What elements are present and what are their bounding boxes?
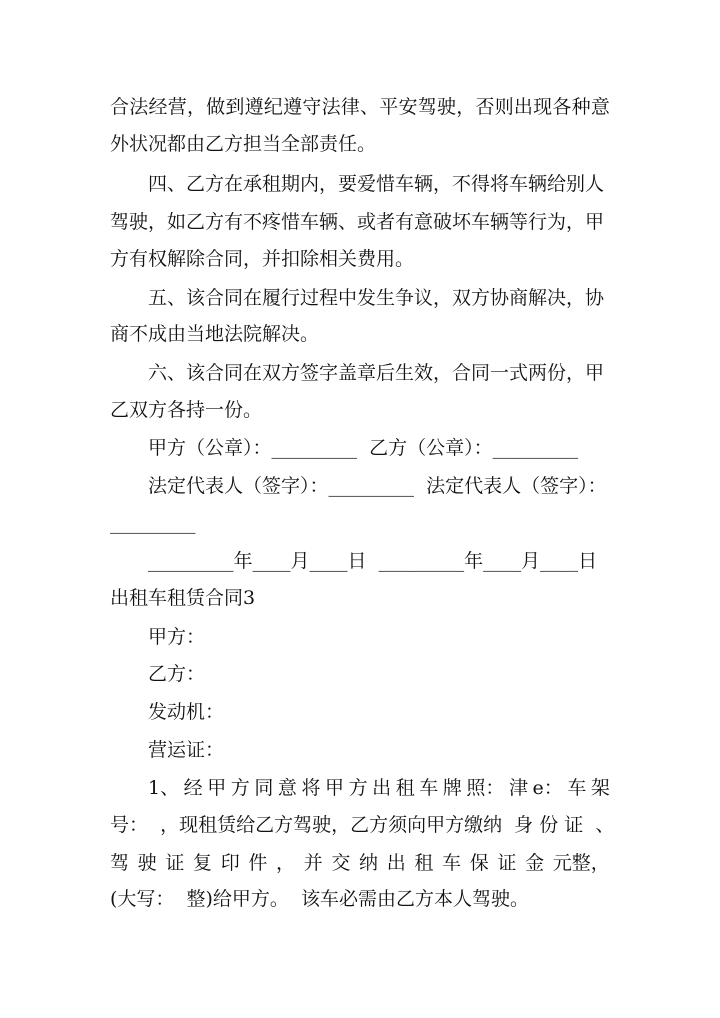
- text-char: 意: [277, 777, 297, 799]
- clause-1-line-2: 号： ，现租赁给乙方驾驶，乙方须向甲方缴纳 身 份 证 、: [110, 814, 615, 836]
- text-char: 经: [148, 96, 168, 118]
- text-char: 则: [494, 96, 514, 118]
- text-char: 牌: [442, 777, 462, 799]
- text-char: 平: [379, 96, 399, 118]
- text-char: 守: [302, 96, 322, 118]
- text-line: 外状况都由乙方担当全部责任。: [110, 133, 377, 155]
- clause-4-line: 四、乙方在承租期内，要爱惜车辆，不得将车辆给别人: [148, 173, 605, 195]
- text-char: 安: [398, 96, 418, 118]
- text-char: 种: [571, 96, 591, 118]
- text-char: 经: [183, 777, 203, 799]
- text-char: 租: [414, 852, 434, 874]
- text-char: 保: [469, 852, 489, 874]
- text-char: 合: [110, 96, 130, 118]
- text-char: ，: [186, 96, 206, 118]
- text-char: 元整，: [552, 852, 610, 874]
- text-char: ，: [456, 96, 476, 118]
- seal-line: 甲方（公章）：_________ 乙方（公章）：_________: [148, 437, 579, 459]
- signature-blank: _________: [110, 512, 196, 534]
- text-char: 做: [206, 96, 226, 118]
- text-line: 方有权解除合同，并扣除相关费用。: [110, 248, 415, 270]
- text-char: 车: [442, 852, 462, 874]
- text-char: 法: [321, 96, 341, 118]
- text-char: 方: [348, 777, 368, 799]
- text-char: 车: [567, 777, 587, 799]
- text-char: 件: [248, 852, 268, 874]
- text-line: [110, 95, 610, 119]
- text-char: 遵: [283, 96, 303, 118]
- text-char: 同: [254, 777, 274, 799]
- clause-1-line-3: [110, 851, 610, 875]
- representative-signature-line: 法定代表人（签字）：_________ 法定代表人（签字）：: [148, 475, 607, 497]
- text-char: 车: [419, 777, 439, 799]
- text-char: 架: [590, 777, 610, 799]
- text-char: 方: [230, 777, 250, 799]
- date-line: _________年____月____日 _________年____月____日: [148, 550, 598, 572]
- clause-1-line-4: (大写： 整)给甲方。 该车必需由乙方本人驾驶。: [110, 888, 529, 910]
- text-char: 法: [129, 96, 149, 118]
- text-char: 驾: [417, 96, 437, 118]
- text-char: 交: [331, 852, 351, 874]
- text-char: 驶: [436, 96, 456, 118]
- text-char: 出: [372, 777, 392, 799]
- text-char: 甲: [207, 777, 227, 799]
- text-char: 否: [475, 96, 495, 118]
- text-char: 1、: [148, 777, 180, 799]
- text-line: 商不成由当地法院解决。: [110, 323, 320, 345]
- text-char: ，: [276, 852, 296, 874]
- operating-permit-label: 营运证：: [148, 739, 225, 761]
- text-line: 乙双方各持一份。: [110, 399, 263, 421]
- text-char: 照：: [466, 777, 505, 799]
- text-char: 证: [497, 852, 517, 874]
- section-title: 出租车租赁合同3: [110, 587, 256, 609]
- clause-6-line: 六、该合同在双方签字盖章后生效，合同一式两份，甲: [148, 362, 605, 384]
- text-char: 营: [167, 96, 187, 118]
- text-char: 纪: [263, 96, 283, 118]
- clause-5-line: 五、该合同在履行过程中发生争议，双方协商解决，协: [148, 287, 605, 309]
- text-char: 现: [533, 96, 553, 118]
- engine-label: 发动机：: [148, 701, 225, 723]
- party-a-label: 甲方：: [148, 626, 206, 648]
- text-char: 并: [303, 852, 323, 874]
- text-char: 律: [340, 96, 360, 118]
- text-char: 金: [525, 852, 545, 874]
- text-char: 复: [193, 852, 213, 874]
- party-b-label: 乙方：: [148, 663, 206, 685]
- text-char: 证: [165, 852, 185, 874]
- text-line: 驾驶，如乙方有不疼惜车辆、或者有意破坏车辆等行为，甲: [110, 211, 605, 233]
- text-char: 各: [552, 96, 572, 118]
- text-char: 到: [225, 96, 245, 118]
- text-char: 、: [360, 96, 380, 118]
- text-char: 出: [513, 96, 533, 118]
- text-char: 纳: [359, 852, 379, 874]
- text-char: 将: [301, 777, 321, 799]
- text-char: e：: [532, 777, 563, 799]
- text-char: 租: [395, 777, 415, 799]
- text-char: 驶: [137, 852, 157, 874]
- text-char: 意: [590, 96, 610, 118]
- text-char: 出: [386, 852, 406, 874]
- text-char: 津: [508, 777, 528, 799]
- text-char: 驾: [110, 852, 130, 874]
- text-char: 印: [220, 852, 240, 874]
- text-char: 遵: [244, 96, 264, 118]
- text-char: 甲: [325, 777, 345, 799]
- clause-1-line-1: [148, 776, 610, 800]
